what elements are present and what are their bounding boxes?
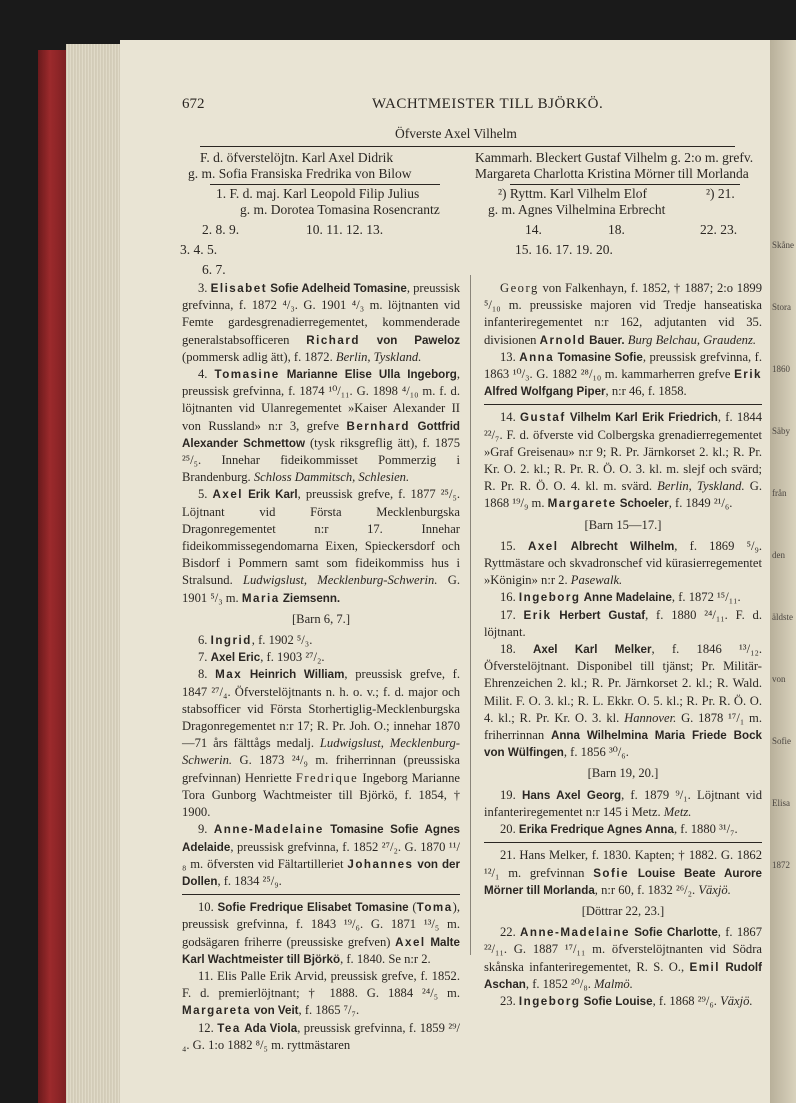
tree-row-a: 2. 8. 9. — [202, 222, 240, 237]
section-rule — [484, 404, 762, 405]
entry-paragraph: [Barn 6, 7.] — [291, 611, 351, 626]
entry-paragraph: 15. Axel Albrecht Wilhelm, f. 1869 ⁵/₉. Ryttmästare och skvadronschef vid kürasierregementet »Königin» n:r 2. Pasewalk. — [484, 538, 762, 588]
tree-child-2-line-1: ²) Ryttm. Karl Vilhelm Elof — [498, 186, 648, 201]
facing-page-fragment: 1872 — [772, 860, 790, 870]
section-rule — [182, 894, 460, 895]
entry-paragraph: 3. Elisabet Sofie Adelheid Tomasine, preussisk grefvinna, f. 1872 ⁴/₃. G. 1901 ⁴/₃ m. löjtnanten vid Femte gardesgrenadierregementet, kommenderade generalstabsofficeren Richard von Paweloz (pommersk adlig ätt), f. 1872. Berlin, Tyskland. — [182, 281, 460, 364]
facing-page-fragment: Elisa — [772, 798, 790, 808]
entry-paragraph: [Barn 19, 20.] — [587, 766, 659, 781]
tree-row-c: 14. — [525, 222, 542, 237]
entry-paragraph: Georg von Falkenhayn, f. 1852, † 1887; 2:o 1899 ⁵/₁₀ m. preussiske majoren vid Tredje hanseatiska infanteriregementet n:r 162, adjutanten vid 35. divisionen Arnold Bauer. Burg Belchau, Graudenz. — [484, 281, 762, 347]
entry-paragraph: 19. Hans Axel Georg, f. 1879 ⁹/₁. Löjtnant vid infanteriregementet n:r 145 i Metz. Metz. — [484, 787, 762, 819]
page-header — [182, 96, 762, 118]
entry-paragraph: 21. Hans Melker, f. 1830. Kapten; † 1882. G. 1862 ¹²/₁ m. grefvinnan Sofie Louise Beate Aurore Mörner till Morlanda, n:r 60, f. 1832 ²⁶/₂. Växjö. — [484, 848, 762, 897]
entry-paragraph: 20. Erika Fredrique Agnes Anna, f. 1880 ³¹/₇. — [500, 822, 738, 837]
tree-line — [200, 146, 735, 147]
facing-page-fragment: äldste — [772, 612, 793, 622]
facing-page-fragment: von — [772, 674, 786, 684]
entry-paragraph: 17. Erik Herbert Gustaf, f. 1880 ²⁴/₁₁. F. d. löjtnant. — [484, 607, 762, 639]
tree-row-g: 15. 16. 17. 19. 20. — [515, 242, 613, 257]
tree-row-b: 10. 11. 12. 13. — [306, 222, 384, 237]
tree-child-1-line-1: 1. F. d. maj. Karl Leopold Filip Julius — [216, 186, 420, 201]
entry-paragraph: 5. Axel Erik Karl, preussisk grefve, f. 1877 ²⁵/₅. Löjtnant vid Första Mecklenburgska Dragonregementet n:r 17. Innehar fideikommissegendomarna Eixen, Spieckersdorf och Bisdorf i Pommern samt som fideikommiss hus i Stralsund. Ludwigslust, Mecklenburg-Schwerin. G. 1901 ⁵/₃ m. Maria Ziemsenn. — [182, 487, 460, 605]
tree-root: Öfverste Axel Vilhelm — [395, 126, 517, 141]
facing-page-fragment: Stora — [772, 302, 791, 312]
entry-paragraph: 8. Max Heinrich William, preussisk grefve, f. 1847 ²⁷/₄. Öfverstelöjtnants n. h. o. v.; f. d. major och stabsofficer vid Första Storhertiglig-Mecklenburgska Dragonregementet n:r 17; R. Pr. Joh. O.; innehar 1870—71 års fälttågs medalj. Ludwigslust, Mecklenburg-Schwerin. G. 1873 ²⁴/₉ m. friherrinnan (preussiska grefvinnan) Henriette Fredrique Ingeborg Marianne Tora Gunborg Wachtmeister till Björkö, f. 1854, † 1900. — [182, 667, 461, 820]
tree-row-h: 6. 7. — [202, 262, 226, 277]
tree-child-2-right: ²) 21. — [706, 186, 735, 201]
entry-paragraph: 7. Axel Eric, f. 1903 ²⁷/₂. — [198, 650, 325, 665]
entry-paragraph: 13. Anna Tomasine Sofie, preussisk grefvinna, f. 1863 ¹⁰/₃. G. 1882 ²⁸/₁₀ m. kammarherren grefve Erik Alfred Wolfgang Piper, n:r 46, f. 1858. — [484, 349, 763, 399]
tree-line — [210, 184, 440, 185]
facing-page-edge — [770, 40, 796, 1103]
book-spine — [38, 50, 68, 1103]
entry-paragraph: 22. Anne-Madelaine Sofie Charlotte, f. 1867 ²²/₁₁. G. 1887 ¹⁷/₁₁ m. öfverstelöjtnanten vid Södra skånska infanteriregementet, R. S. O., Emil Rudolf Aschan, f. 1852 ²⁰/₈. Malmö. — [484, 925, 763, 991]
entry-paragraph: 6. Ingrid, f. 1902 ⁵/₃. — [198, 633, 313, 648]
right-column — [484, 280, 762, 1010]
entry-paragraph: 10. Sofie Fredrique Elisabet Tomasine (Toma), preussisk grefvinna, f. 1843 ¹⁹/₆. G. 1871 ¹³/₅ m. godsägaren friherre (preussiske grefven) Axel Malte Karl Wachtmeister till Björkö, f. 1840. Se n:r 2. — [182, 900, 461, 966]
entry-paragraph: 11. Elis Palle Erik Arvid, preussisk grefve, f. 1852. F. d. premierlöjtnant; † 1888. G. 1884 ²⁴/₅ m. Margareta von Veit, f. 1865 ⁷/₇. — [182, 968, 460, 1018]
facing-page-fragment: Sofie — [772, 736, 791, 746]
entry-paragraph: 18. Axel Karl Melker, f. 1846 ¹³/₁₂. Öfverstelöjtnant. Disponibel till tjänst; Pr. Militär-Ehrenzeichen 2. kl.; R. Pr. Järnkorset 2. kl.; R. Wald. Milit. F. O. 3. kl.; R. L. Ekkr. O. 5. kl.; R. Pr. R. Ö. O. 4. kl.; R. Pr. Kr. O. 3. kl. Hannover. G. 1878 ¹⁷/₁ m. friherrinnan Anna Wilhelmina Maria Friede Bock von Wülfingen, f. 1856 ³⁰/₆. — [484, 642, 763, 760]
facing-page-fragment: Skåne — [772, 240, 794, 250]
tree-child-1-line-2: g. m. Dorotea Tomasina Rosencrantz — [240, 202, 440, 217]
tree-row-f: 3. 4. 5. — [180, 242, 218, 257]
entry-paragraph: 16. Ingeborg Anne Madelaine, f. 1872 ¹⁵/₁₁. — [500, 590, 741, 605]
page-number: 672 — [182, 96, 205, 112]
running-title: WACHTMEISTER TILL BJÖRKÖ. — [372, 96, 604, 112]
entry-paragraph: [Döttrar 22, 23.] — [581, 903, 665, 918]
entry-paragraph: 9. Anne-Madelaine Tomasine Sofie Agnes Adelaide, preussisk grefvinna, f. 1852 ²⁷/₂. G. 1870 ¹¹/₈ m. öfversten vid Fältartilleriet Johannes von der Dollen, f. 1834 ²⁵/₉. — [182, 822, 460, 888]
entry-paragraph: 4. Tomasine Marianne Elise Ulla Ingeborg, preussisk grefvinna, f. 1874 ¹⁰/₁₁. G. 1898 ⁴/₁₀ m. f. d. löjtnanten vid Ulanregementet »Kaiser Alexander II von Russland» n:r 3, grefve Bernhard Gottfrid Alexander Schmettow (tysk riksgreflig ätt), f. 1875 ²⁵/₅. Innehar fideikommisset Pommerzig i Brandenburg. Schloss Dammitsch, Schlesien. — [182, 367, 460, 485]
column-divider — [470, 275, 471, 955]
tree-child-2-line-2: g. m. Agnes Vilhelmina Erbrecht — [488, 202, 666, 217]
tree-left-parent-2: g. m. Sofia Fransiska Fredrika von Bilow — [188, 166, 412, 181]
tree-left-parent-1: F. d. öfverstelöjtn. Karl Axel Didrik — [200, 150, 394, 165]
facing-page-fragment: Säby — [772, 426, 790, 436]
left-column — [182, 280, 460, 1054]
entry-paragraph: [Barn 15—17.] — [584, 517, 662, 532]
facing-page-fragment: den — [772, 550, 785, 560]
tree-row-d: 18. — [608, 222, 625, 237]
section-rule — [484, 842, 762, 843]
tree-row-e: 22. 23. — [700, 222, 738, 237]
entry-paragraph: 23. Ingeborg Sofie Louise, f. 1868 ²⁹/₆. Växjö. — [500, 993, 753, 1008]
entry-paragraph: 14. Gustaf Vilhelm Karl Erik Friedrich, f. 1844 ²²/₇. F. d. öfverste vid Colbergska grenadierregementet »Graf Greisenau» n:r 9; R. Pr. Järnkorset 2. kl.; R. Pr. Kr. O. 2. kl.; R. Pr. R. Ö. O. 3. kl. m. slejf och svärd; R. Pr. R. Ö. O. 4. kl. m. svärd. Berlin, Tyskland. G. 1868 ¹⁹/₉ m. Margarete Schoeler, f. 1849 ²¹/₆. — [484, 410, 763, 511]
entry-paragraph: 12. Tea Ada Viola, preussisk grefvinna, f. 1859 ²⁹/₄. G. 1:o 1882 ⁸/₅ m. ryttmästaren — [182, 1020, 461, 1052]
facing-page-fragment: 1860 — [772, 364, 790, 374]
tree-line — [510, 184, 740, 185]
family-tree — [180, 120, 755, 280]
facing-page-fragment: från — [772, 488, 787, 498]
tree-right-parent-2: Margareta Charlotta Kristina Mörner till Morlanda — [475, 166, 749, 181]
tree-right-parent-1: Kammarh. Bleckert Gustaf Vilhelm g. 2:o m. grefv. — [475, 150, 754, 165]
